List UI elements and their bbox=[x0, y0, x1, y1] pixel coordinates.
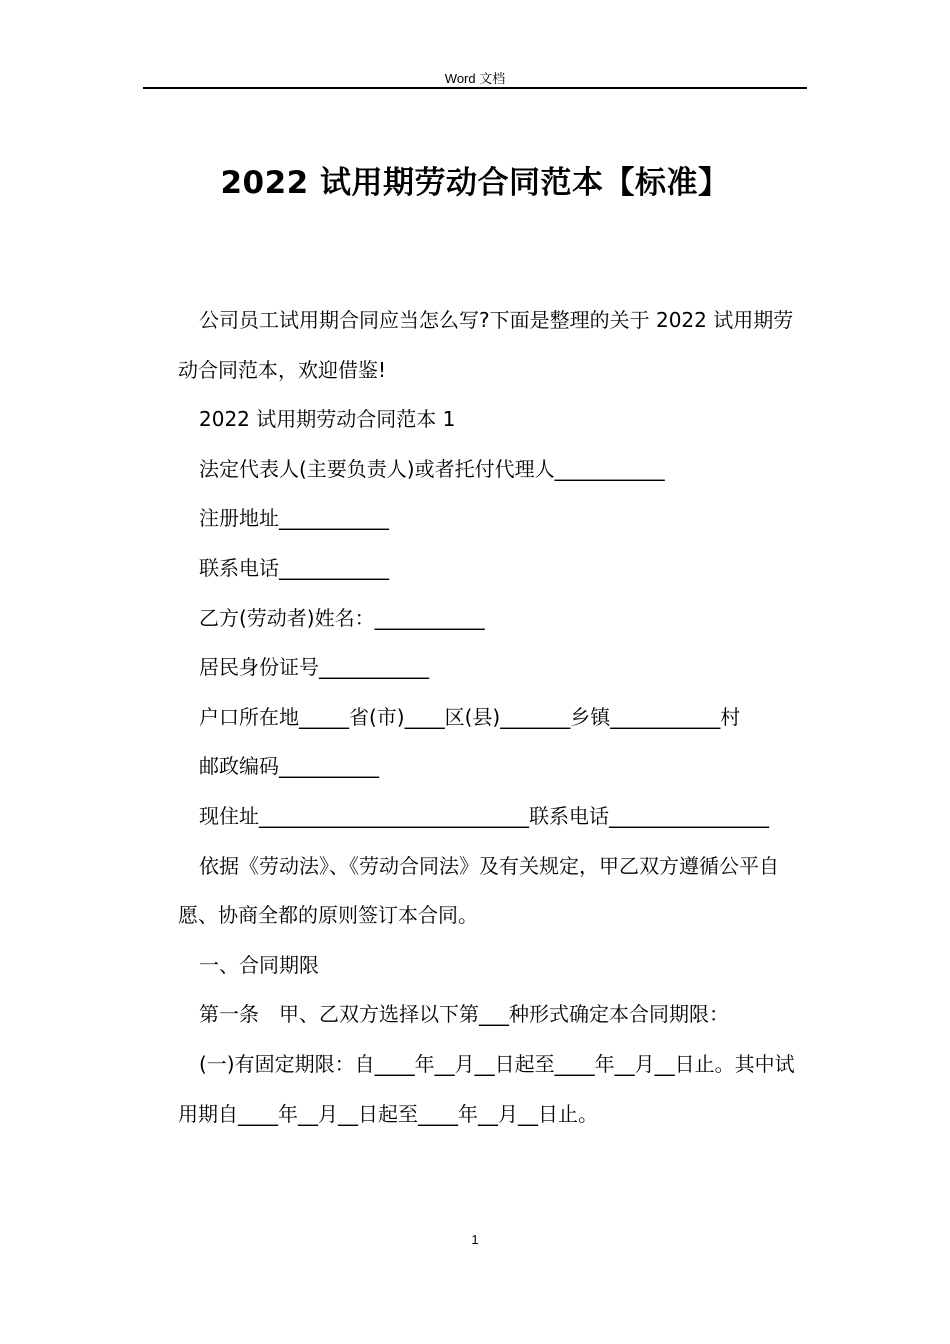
field-current-address: 现住址___________________________联系电话________________ bbox=[199, 803, 769, 828]
field-id-number: 居民身份证号___________ bbox=[199, 655, 429, 680]
field-household-registration: 户口所在地_____省(市)____区(县)_______乡镇___________村 bbox=[199, 704, 741, 729]
article-one: 第一条 甲、乙双方选择以下第___种形式确定本合同期限： bbox=[199, 1002, 729, 1027]
document-body bbox=[178, 296, 802, 1139]
field-registered-address: 注册地址___________ bbox=[199, 506, 389, 531]
fixed-term-clause: (一)有固定期限：自____年__月__日起至____年__月__日止。其中试用期自____年__月__日起至____年__月__日止。 bbox=[178, 1051, 795, 1126]
intro-paragraph: 公司员工试用期合同应当怎么写?下面是整理的关于 2022 试用期劳动合同范本，欢迎借鉴! bbox=[178, 308, 794, 382]
field-employee-name: 乙方(劳动者)姓名：___________ bbox=[199, 605, 485, 630]
document-title: 2022 试用期劳动合同范本【标准】 bbox=[220, 165, 730, 201]
page-number: 1 bbox=[471, 1232, 479, 1247]
field-postal-code: 邮政编码__________ bbox=[199, 754, 379, 779]
field-contact-phone: 联系电话___________ bbox=[199, 555, 389, 580]
section-heading-contract-term: 一、合同期限 bbox=[199, 952, 319, 977]
section-heading-template-1: 2022 试用期劳动合同范本 1 bbox=[199, 407, 456, 432]
header-divider bbox=[143, 87, 807, 89]
legal-basis-paragraph: 依据《劳动法》、《劳动合同法》及有关规定，甲乙双方遵循公平自愿、协商全都的原则签订本合同。 bbox=[178, 853, 779, 928]
page-header: Word 文档 bbox=[444, 71, 506, 86]
field-legal-representative: 法定代表人(主要负责人)或者托付代理人___________ bbox=[199, 456, 665, 481]
